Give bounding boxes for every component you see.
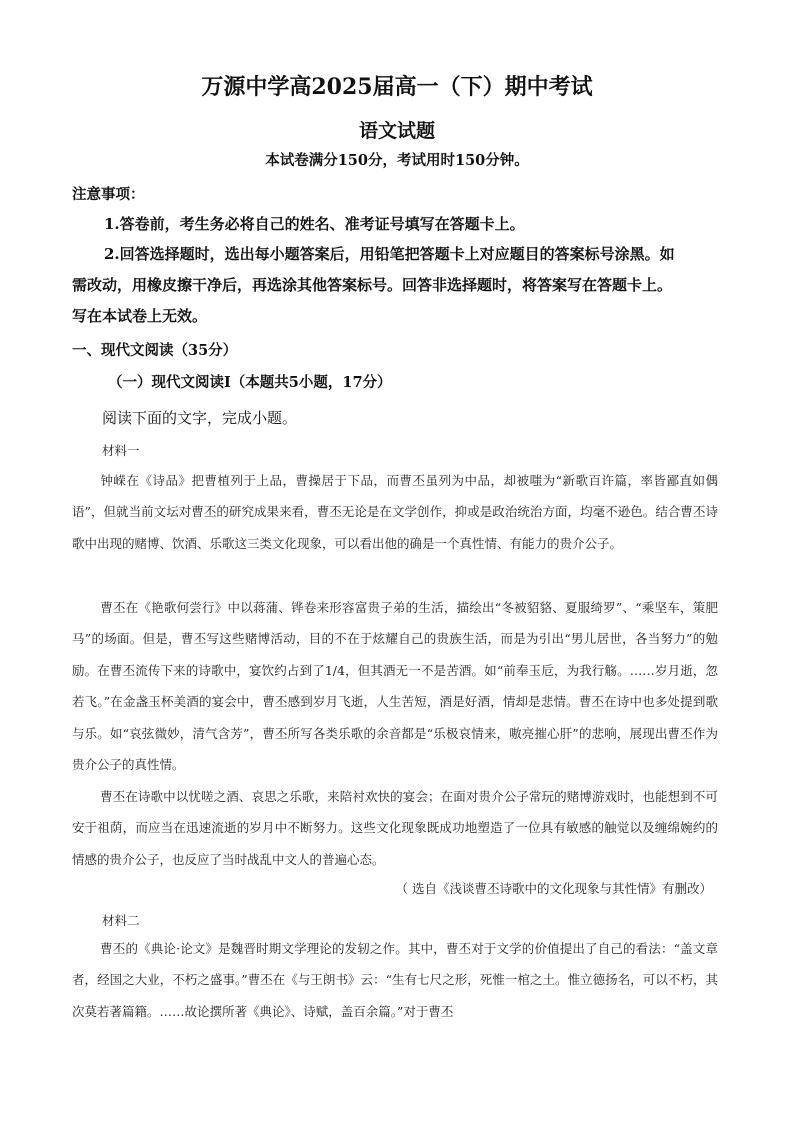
part-1-title: （一）现代文阅读I（本题共5小题，17分）	[108, 374, 392, 391]
exam-title: 万源中学高2025届高一（下）期中考试	[201, 74, 593, 100]
material-1-source: （ 选自《浅谈曹丕诗歌中的文化现象与其性情》有删改）	[395, 881, 712, 896]
material-1-label: 材料一	[102, 443, 140, 458]
notice-item-2-line-1: 2.回答选择题时，选出每小题答案后，用铅笔把答题卡上对应题目的答案标号涂黑。如	[104, 245, 675, 263]
material-2-label: 材料二	[102, 913, 140, 928]
material-1-paragraph-1: 钟嵘在《诗品》把曹植列于上品，曹操居于下品，而曹丕虽列为中品，却被嗤为“新歌百许篇，率皆鄙直如偶语”，但就当前文坛对曹丕的研究成果来看，曹丕无论是在文学创作，抑或是政治统治方面，均毫不逊色。结合曹丕诗歌中出现的赌博、饮酒、乐歌这三类文化现象，可以看出他的确是一个真性情、有能力的贵介公子。	[72, 473, 718, 551]
material-1-paragraph-3: 曹丕在诗歌中以忧嗟之酒、哀思之乐歌，来陪衬欢快的宴会；在面对贵介公子常玩的赌博游戏时，也能想到不可安于祖荫，而应当在迅速流逝的岁月中不断努力。这些文化现象既成功地塑造了一位具有敏感的触觉以及缠绵婉约的情感的贵介公子，也反应了当时战乱中文人的普遍心态。	[72, 789, 718, 867]
notice-item-2-line-3: 写在本试卷上无效。	[72, 307, 208, 325]
subject-title: 语文试题	[358, 120, 435, 142]
material-2-paragraph-1: 曹丕的《典论·论文》是魏晋时期文学理论的发轫之作。其中，曹丕对于文学的价值提出了自己的看法：“盖文章者，经国之大业，不朽之盛事。”曹丕在《与王朗书》云：“生有七尺之形，死惟一棺之土。惟立德扬名，可以不朽，其次莫若著篇籍。……故论撰所著《典论》、诗赋，盖百余篇。”对于曹丕	[72, 941, 718, 1019]
section-1-title: 一、现代文阅读（35分）	[72, 342, 238, 359]
material-1-paragraph-2: 曹丕在《艳歌何尝行》中以蒋蒲、铧卷来形容富贵子弟的生活，描绘出“冬被貂貉、夏服绮罗”、“乘坚车，策肥马”的场面。但是，曹丕写这些赌博活动，目的不在于炫耀自己的贵族生活，而是为引出“男儿居世，各当努力”的勉励。在曹丕流传下来的诗歌中，宴饮约占到了1/4，但其酒无一不是苦酒。如“前奉玉卮，为我行觞。……岁月逝，忽若飞。”在金盏玉杯美酒的宴会中，曹丕感到岁月飞逝，人生苦短，酒是好酒，情却是悲情。曹丕在诗中也多处提到歌与乐。如“哀弦微妙，清气含芳”，曹丕所写各类乐歌的余音都是“乐极哀情来，嗷亮摧心肝”的悲响，展现出曹丕作为贵介公子的真性情。	[72, 600, 718, 773]
reading-instruction: 阅读下面的文字，完成小题。	[102, 409, 298, 427]
notice-item-1: 1.答卷前，考生务必将自己的姓名、准考证号填写在答题卡上。	[104, 215, 525, 233]
notice-item-2-line-2: 需改动，用橡皮擦干净后，再选涂其他答案标号。回答非选择题时，将答案写在答题卡上。	[72, 276, 673, 294]
notice-heading: 注意事项：	[72, 186, 145, 203]
exam-info: 本试卷满分150分，考试用时150分钟。	[265, 152, 529, 169]
